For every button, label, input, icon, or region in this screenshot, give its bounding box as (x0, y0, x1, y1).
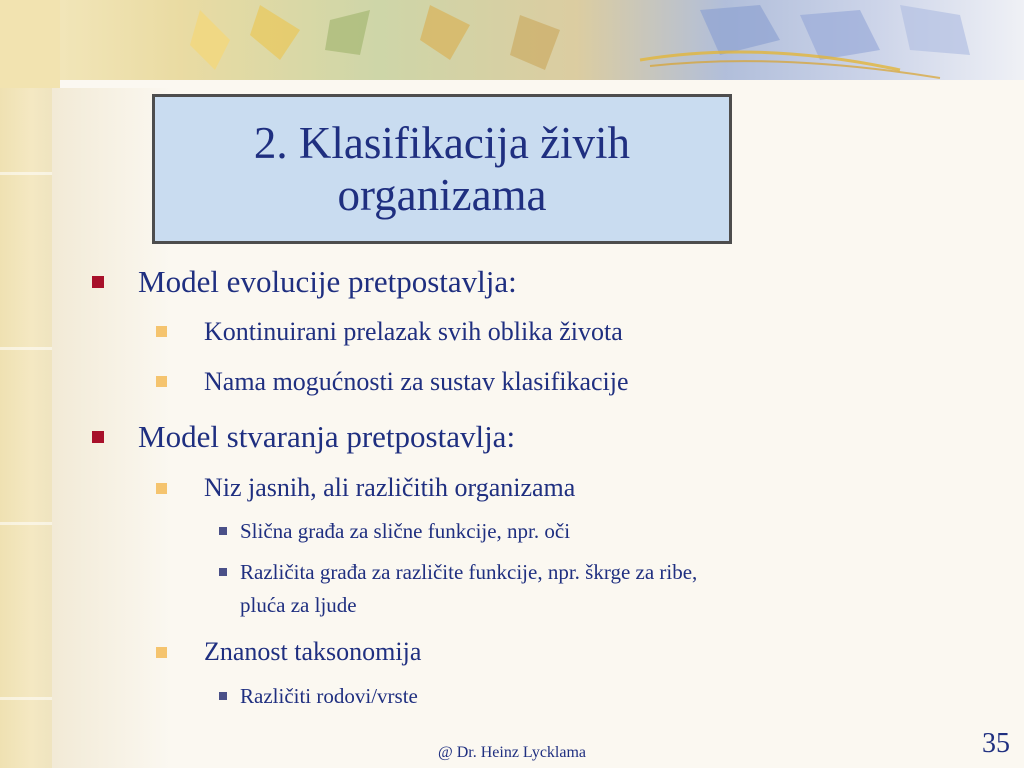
bullet-continuous-transition: Kontinuirani prelazak svih oblika života (204, 317, 623, 346)
title-box (152, 94, 732, 244)
bullet-similar-structure: Slična građa za slične funkcije, npr. oči (240, 519, 571, 543)
bullet-marker-l3 (219, 527, 227, 535)
title-line-1: 2. Klasifikacija živih (253, 118, 631, 168)
left-decorative-strip (0, 0, 52, 768)
page-number: 35 (982, 728, 1010, 759)
bullet-no-classification: Nama mogućnosti za sustav klasifikacije (204, 367, 629, 396)
bullet-marker-l1 (92, 276, 104, 288)
decorative-leaf-banner (0, 0, 1024, 88)
title-line-2: organizama (337, 170, 547, 220)
footer-author: @ Dr. Heinz Lycklama (437, 744, 587, 761)
bullet-different-structure-cont: pluća za ljude (240, 593, 357, 617)
bullet-marker-l3 (219, 692, 227, 700)
bullet-marker-l3 (219, 568, 227, 576)
bullet-evolution-model: Model evolucije pretpostavlja: (138, 264, 517, 299)
bullet-marker-l2 (156, 647, 167, 658)
bullet-marker-l2 (156, 326, 167, 337)
bullet-marker-l2 (156, 376, 167, 387)
bullet-genera-species: Različiti rodovi/vrste (240, 684, 418, 708)
bullet-creation-model: Model stvaranja pretpostavlja: (138, 419, 516, 454)
bullet-marker-l1 (92, 431, 104, 443)
bullet-taxonomy: Znanost taksonomija (204, 637, 422, 666)
bullet-marker-l2 (156, 483, 167, 494)
bullet-distinct-organisms: Niz jasnih, ali različitih organizama (204, 473, 576, 502)
bullet-different-structure: Različita građa za različite funkcije, npr. škrge za ribe, (240, 560, 698, 584)
slide-title (254, 117, 630, 221)
